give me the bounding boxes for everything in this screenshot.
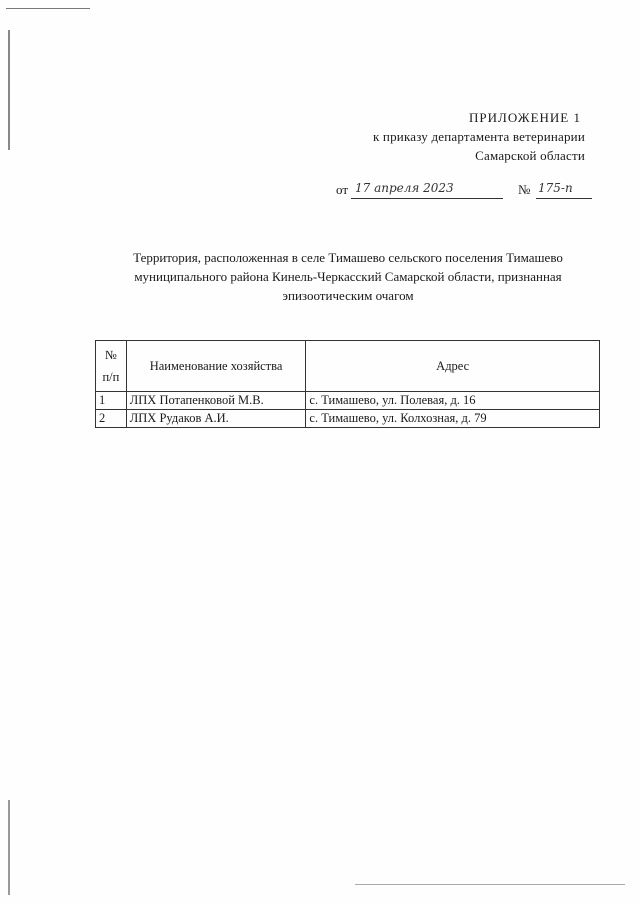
appendix-header: [300, 108, 585, 165]
table-header-row: [96, 341, 600, 392]
appendix-order-line: к приказу департамента ветеринарии: [372, 129, 585, 144]
table-row: [96, 410, 600, 428]
row-name: ЛПХ Рудаков А.И.: [126, 410, 306, 428]
scan-artifact-top: [6, 8, 90, 9]
header-num-symbol: №: [104, 348, 117, 362]
row-num: 2: [96, 410, 127, 428]
appendix-region-line: Самарской области: [475, 148, 585, 163]
scan-artifact-left: [8, 30, 10, 150]
row-name: ЛПХ Потапенковой М.В.: [126, 392, 306, 410]
header-address: Адрес: [306, 341, 600, 392]
row-address: с. Тимашево, ул. Полевая, д. 16: [306, 392, 600, 410]
order-number-label: №: [518, 182, 531, 197]
scan-artifact-bottom: [355, 884, 625, 885]
header-num: [96, 341, 127, 392]
header-name: Наименование хозяйства: [126, 341, 306, 392]
row-address: с. Тимашево, ул. Колхозная, д. 79: [306, 410, 600, 428]
scan-artifact-left-lower: [8, 800, 10, 895]
holdings-table-container: [95, 340, 600, 428]
holdings-table: [95, 340, 600, 428]
appendix-title: ПРИЛОЖЕНИЕ 1: [469, 110, 581, 125]
order-reference: [336, 180, 591, 202]
order-date-handwritten: 17 апреля 2023: [351, 180, 503, 199]
header-num-pp: п/п: [102, 370, 120, 384]
document-title: Территория, расположенная в селе Тимашево сельского поселения Тимашево муниципального района Кинель-Черкасский Самарской области, признанная эпизоотическим очагом: [133, 250, 563, 303]
order-number-handwritten: 175-п: [536, 180, 592, 199]
row-num: 1: [96, 392, 127, 410]
order-date-label: от: [336, 182, 349, 197]
table-row: [96, 392, 600, 410]
